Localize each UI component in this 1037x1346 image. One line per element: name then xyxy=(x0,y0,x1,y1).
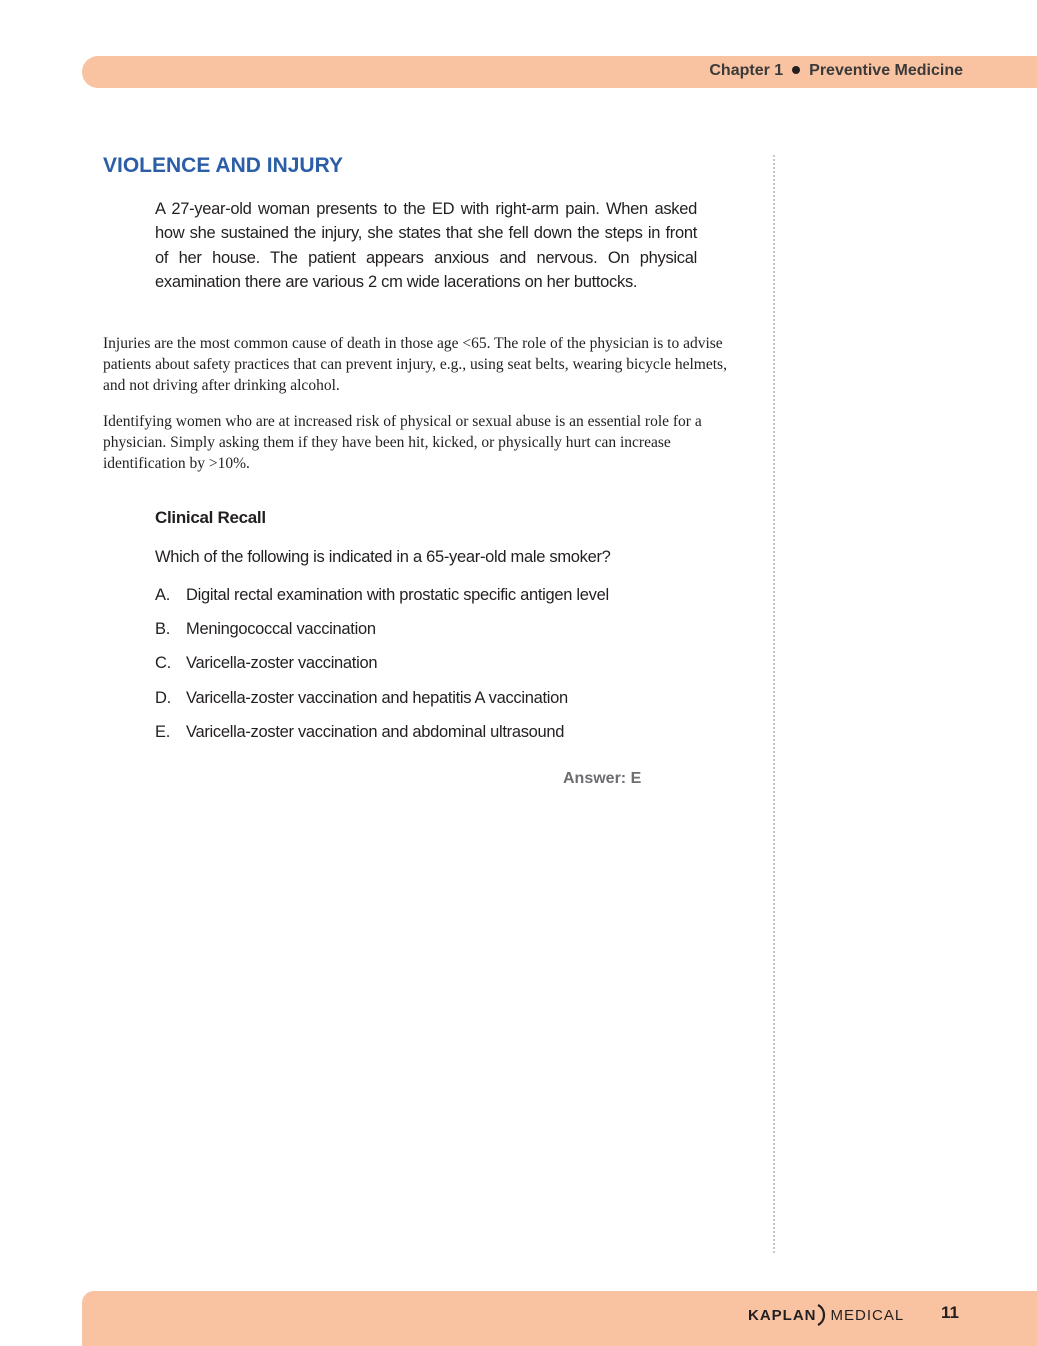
running-header xyxy=(82,56,1037,88)
answer-option-b xyxy=(155,620,376,639)
answer-option-a xyxy=(155,586,609,605)
kaplan-medical-logo xyxy=(748,1303,904,1327)
case-vignette: A 27-year-old woman presents to the ED with right-arm pain. When asked how she sustained the injury, she states that she fell down the steps in front of her house. The patient appears anxious and nervous. On physical examination there are various 2 cm wide lacerations on her buttocks. xyxy=(155,200,697,291)
clinical-recall-question: Which of the following is indicated in a 65-year-old male smoker? xyxy=(155,548,611,566)
option-text: Varicella-zoster vaccination and hepatitis A vaccination xyxy=(186,689,568,707)
logo-swoosh-icon xyxy=(817,1303,829,1327)
option-letter: A. xyxy=(155,586,170,604)
option-letter: B. xyxy=(155,620,170,638)
clinical-recall-title: Clinical Recall xyxy=(155,508,266,527)
logo-kaplan-text: KAPLAN xyxy=(748,1306,817,1324)
bullet-dot-icon xyxy=(792,66,800,74)
option-text: Varicella-zoster vaccination and abdominal ultrasound xyxy=(186,723,565,741)
body-paragraph-abuse: Identifying women who are at increased risk of physical or sexual abuse is an essential role for a physician. Simply asking them if they have been hit, kicked, or physically hurt can increase identification by >10%. xyxy=(103,413,702,472)
answer-key: Answer: E xyxy=(563,770,642,787)
logo-medical-text: MEDICAL xyxy=(830,1306,905,1324)
body-paragraph-injuries: Injuries are the most common cause of death in those age <65. The role of the physician is to advise patients about safety practices that can prevent injury, e.g., using seat belts, wearing bicycle helmets, and not driving after drinking alcohol. xyxy=(103,335,727,394)
header-text xyxy=(709,62,963,80)
margin-divider xyxy=(773,155,775,1253)
header-section: Preventive Medicine xyxy=(809,62,963,79)
section-title: VIOLENCE AND INJURY xyxy=(103,154,343,177)
option-letter: D. xyxy=(155,689,171,707)
option-text: Meningococcal vaccination xyxy=(186,620,376,638)
answer-option-e xyxy=(155,723,564,742)
page-number: 11 xyxy=(941,1303,959,1322)
answer-option-c xyxy=(155,654,377,673)
option-letter: C. xyxy=(155,654,171,672)
option-text: Varicella-zoster vaccination xyxy=(186,654,378,672)
option-letter: E. xyxy=(155,723,170,741)
header-chapter: Chapter 1 xyxy=(709,62,784,79)
answer-option-d xyxy=(155,689,568,708)
option-text: Digital rectal examination with prostatic specific antigen level xyxy=(186,586,609,604)
